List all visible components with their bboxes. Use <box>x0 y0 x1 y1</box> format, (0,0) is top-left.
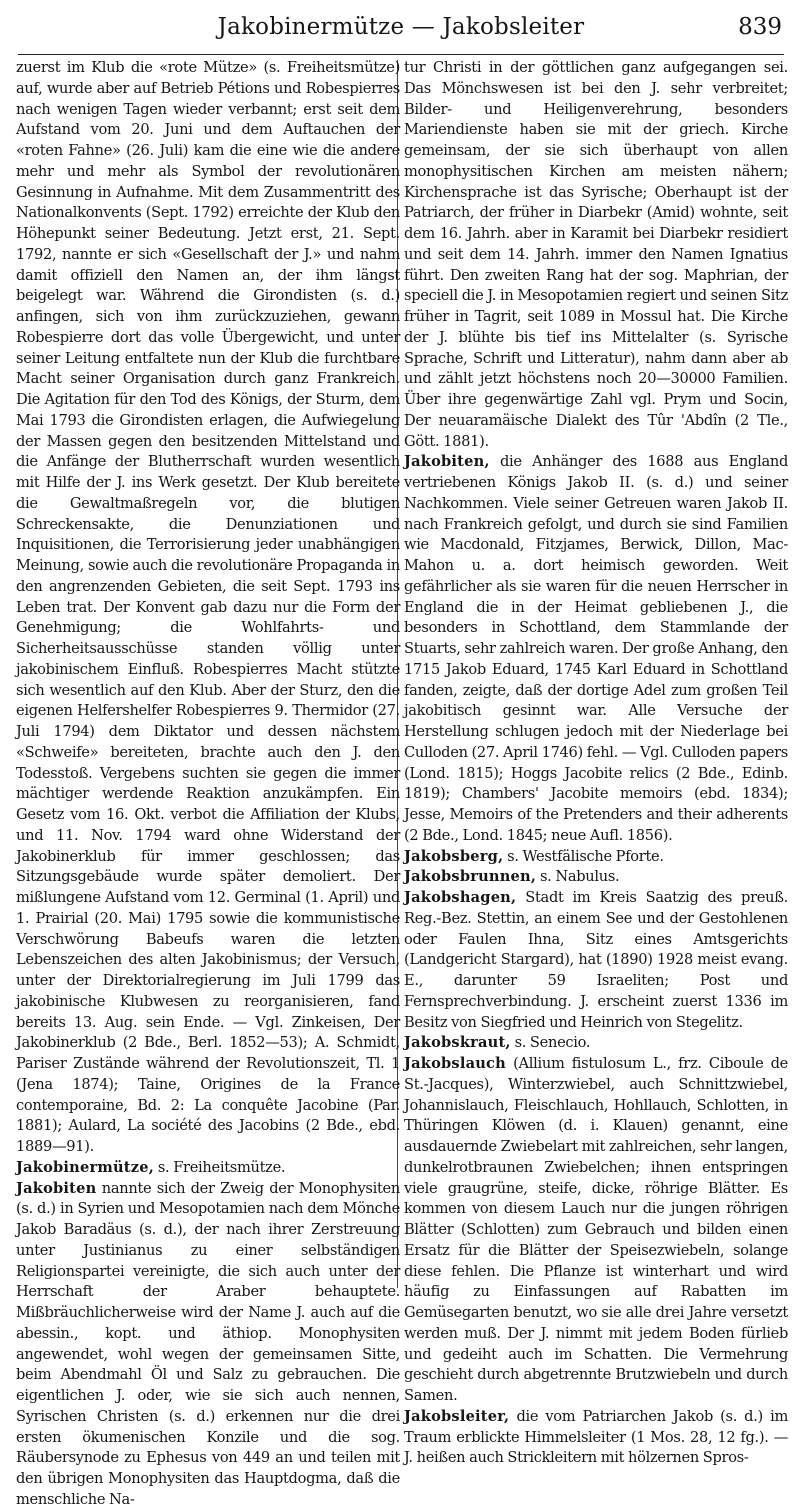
running-head: Jakobinermütze — Jakobsleiter <box>217 14 585 40</box>
entry-text: die vom Patriarchen Jakob (s. d.) im Traum erblickte Himmelsleiter (1 Mos. 28, 12 fg.). — J. heißen auch Strickleitern mit hölzernen Spros- <box>404 1407 788 1467</box>
entry-text: nannte sich der Zweig der Monophysiten (s. d.) in Syrien und Mesopotamien nach dem Mönche Jakob Baradäus (s. d.), der nach ihrer Zerstreuung unter Justinianus zu einer selbständigen Religionspartei vereinigte, die sich auch unter der Herrschaft der Araber behauptete. Mißbräuchlicherweise wird der Name J. auch auf die abessin., kopt. und äthiop. Monophysiten angewendet, wohl wegen der gemeinsamen Sitte, beim Abendmahl Öl und Salz zu gebrauchen. Die eigentlichen J. oder, wie sie sich auch nennen, Syrischen Christen (s. d.) erkennen nur die drei ersten ökumenischen Konzile und die sog. Räubersynode zu Ephesus von 449 an und teilen mit den übrigen Monophysiten das Hauptdogma, daß die menschliche Na- <box>16 1179 400 1508</box>
entry-jakobiten-england <box>404 452 788 846</box>
entry-headword: Jakobshagen, <box>404 889 517 906</box>
entry-continuation-jakobiner <box>16 58 400 1158</box>
entry-continuation-jakobiten <box>404 58 788 452</box>
entry-headword: Jakobskraut, <box>404 1034 511 1052</box>
entry-jakobslauch <box>404 1054 788 1407</box>
entry-jakobsleiter <box>404 1407 788 1469</box>
entry-headword: Jakobsleiter, <box>404 1407 510 1425</box>
entry-text: die Anhänger des 1688 aus England vertriebenen Königs Jakob II. (s. d.) und seiner Nachkommen. Viele seiner Getreuen waren Jakob II. nach Frankreich gefolgt, und durch sie sind Familien wie Macdonald, Fitzjames, Berwick, Dillon, Mac-Mahon u. a. dort heimisch geworden. Weit gefährlicher als sie waren für die neuen Herrscher in England die in der Heimat gebliebenen J., die besonders in Schottland, dem Stammlande der Stuarts, sehr zahlreich waren. Der große Anhang, den 1715 Jakob Eduard, 1745 Karl Eduard in Schottland fanden, zeigte, daß der dortige Adel zum großen Teil jakobitisch gesinnt war. Alle Versuche der Herstellung schlugen jedoch mit der Niederlage bei Culloden (27. April 1746) fehl. — Vgl. Culloden papers (Lond. 1815); Hoggs Jacobite relics (2 Bde., Edinb. 1819); Chambers' Jacobite memoirs (ebd. 1834); Jesse, Memoirs of the Pretenders and their adherents (2 Bde., Lond. 1845; neue Aufl. 1856). <box>404 453 788 844</box>
right-column <box>404 58 788 1469</box>
entry-text: s. Freiheitsmütze. <box>157 1158 286 1176</box>
entry-headword: Jakobsberg, <box>404 847 504 865</box>
entry-jakobsberg <box>404 847 788 868</box>
entry-headword: Jakobiten <box>16 1179 97 1197</box>
entry-headword: Jakobinermütze, <box>16 1158 154 1176</box>
entry-text: tur Christi in der göttlichen ganz aufgegangen sei. Das Mönchswesen ist bei den J. sehr verbreitet; Bilder- und Heiligenverehrung, besonders Mariendienste haben sie mit der griech. Kirche gemeinsam, der sie sich überhaupt von allen monophysitischen Kirchen am meisten nähern; Kirchensprache ist das Syrische; Oberhaupt ist der Patriarch, der früher in Diarbekr (Amid) wohnte, seit dem 16. Jahrh. aber in Karamit bei Diarbekr residiert und seit dem 14. Jahrh. immer den Namen Ignatius führt. Den zweiten Rang hat der sog. Maphrian, der speciell die J. in Mesopotamien regiert und seinen Sitz früher in Tagrit, seit 1089 in Mossul hat. Die Kirche der J. blühte bis tief ins Mittelalter (s. Syrische Sprache, Schrift und Litteratur), nahm dann aber ab und zählt jetzt höchstens noch 20—30000 Familien. Über ihre gegenwärtige Zahl vgl. Prym und Socin, Der neuaramäische Dialekt des Tûr 'Abdîn (2 Tle., Gött. 1881). <box>404 59 788 450</box>
page-header <box>18 6 784 55</box>
entry-jakobskraut <box>404 1033 788 1054</box>
entry-headword: Jakobsbrunnen, <box>404 868 537 886</box>
entry-text: s. Senecio. <box>514 1034 591 1052</box>
entry-text: Stadt im Kreis Saatzig des preuß. Reg.-Bez. Stettin, an einem See und der Gestohlenen oder Faulen Ihna, Sitz eines Amtsgerichts (Landgericht Stargard), hat (1890) 1928 meist evang. E., darunter 59 Israeliten; Post und Fernsprechverbindung. J. erscheint zuerst 1336 im Besitz von Siegfried und Heinrich von Stegelitz. <box>404 889 788 1031</box>
entry-jakobsbrunnen <box>404 867 788 888</box>
page-number: 839 <box>738 14 782 40</box>
entry-text: zuerst im Klub die «rote Mütze» (s. Freiheitsmütze) auf, wurde aber auf Betrieb Pétions und Robespierres nach wenigen Tagen wieder verbannt; erst seit dem Aufstand vom 20. Juni und dem Auftauchen der «roten Fahne» (26. Juli) kam die eine wie die andere mehr und mehr als Symbol der revolutionären Gesinnung in Aufnahme. Mit dem Zusammentritt des Nationalkonvents (Sept. 1792) erreichte der Klub den Höhepunkt seiner Bedeutung. Jetzt erst, 21. Sept. 1792, nannte er sich «Gesellschaft der J.» und nahm damit offiziell den Namen an, der ihm längst beigelegt war. Während die Girondisten (s. d.) anfingen, sich von ihm zurückzuziehen, gewann Robespierre dort das volle Übergewicht, und unter seiner Leitung entfaltete nun der Klub die furchtbare Macht seiner Organisation durch ganz Frankreich. Die Agitation für den Tod des Königs, der Sturm, dem Mai 1793 die Girondisten erlagen, die Aufwiegelung der Massen gegen den besitzenden Mittelstand und die Anfänge der Blutherrschaft wurden wesentlich mit Hilfe der J. ins Werk gesetzt. Der Klub bereitete die Gewaltmaßregeln vor, die blutigen Schreckensakte, die Denunziationen und Inquisitionen, die Terrorisierung jeder unabhängigen Meinung, sowie auch die revolutionäre Propaganda in den angrenzenden Gebieten, die seit Sept. 1793 ins Leben trat. Der Konvent gab dazu nur die Form der Genehmigung; die Wohlfahrts- und Sicherheitsausschüsse standen völlig unter jakobinischem Einfluß. Robespierres Macht stützte sich wesentlich auf den Klub. Aber der Sturz, den die eigenen Helfershelfer Robespierres 9. Thermidor (27. Juli 1794) dem Diktator und dessen nächstem «Schweife» bereiteten, brachte auch den J. den Todesstoß. Vergebens suchten sie gegen die immer mächtiger werdende Reaktion anzukämpfen. Ein Gesetz vom 16. Okt. verbot die Affiliation der Klubs, und 11. Nov. 1794 ward ohne Widerstand der Jakobinerklub für immer geschlossen; das Sitzungsgebäude wurde später demoliert. Der mißlungene Aufstand vom 12. Germinal (1. April) und 1. Prairial (20. Mai) 1795 sowie die kommunistische Verschwörung Babeufs waren die letzten Lebenszeichen des alten Jakobinismus; der Versuch, unter der Direktorialregierung im Juli 1799 das jakobinische Klubwesen zu reorganisieren, fand bereits 13. Aug. sein Ende. — Vgl. Zinkeisen, Der Jakobinerklub (2 Bde., Berl. 1852—53); A. Schmidt, Pariser Zustände während der Revolutionszeit, Tl. 1 (Jena 1874); Taine, Origines de la France contemporaine, Bd. 2: La conquête Jacobine (Par. 1881); Aulard, La société des Jacobins (2 Bde., ebd. 1889—91). <box>16 59 400 1155</box>
entry-jakobiten-monophysiten <box>16 1179 400 1511</box>
entry-jakobshagen <box>404 888 788 1033</box>
entry-jakobinermuetze <box>16 1158 400 1179</box>
entry-headword: Jakobiten, <box>404 453 490 471</box>
entry-text: (Allium fistulosum L., frz. Ciboule de St.-Jacques), Winterzwiebel, auch Schnittzwiebel, Johannislauch, Fleischlauch, Hohllauch, Schlotten, in Thüringen Klöwen (d. i. Klauen) genannt, eine ausdauernde Zwiebelart mit zahlreichen, sehr langen, dunkelrotbraunen Zwiebelchen; ihnen entspringen viele graugrüne, steife, dicke, röhrige Blätter. Es kommen von diesem Lauch nur die jungen röhrigen Blätter (Schlotten) zum Gebrauch und bilden einen Ersatz für die Blätter der Speisezwiebeln, solange diese fehlen. Die Pflanze ist winterhart und wird häufig zu Einfassungen auf Rabatten im Gemüsegarten benutzt, wo sie alle drei Jahre versetzt werden muß. Der J. nimmt mit jedem Boden fürlieb und gedeiht auch im Schatten. Die Vermehrung geschieht durch abgetrennte Brutzwiebeln und durch Samen. <box>404 1055 788 1404</box>
entry-headword: Jakobslauch <box>404 1055 506 1072</box>
entry-text: s. Westfälische Pforte. <box>507 847 664 865</box>
entry-text: s. Nabulus. <box>539 868 620 886</box>
left-column <box>16 58 400 1511</box>
